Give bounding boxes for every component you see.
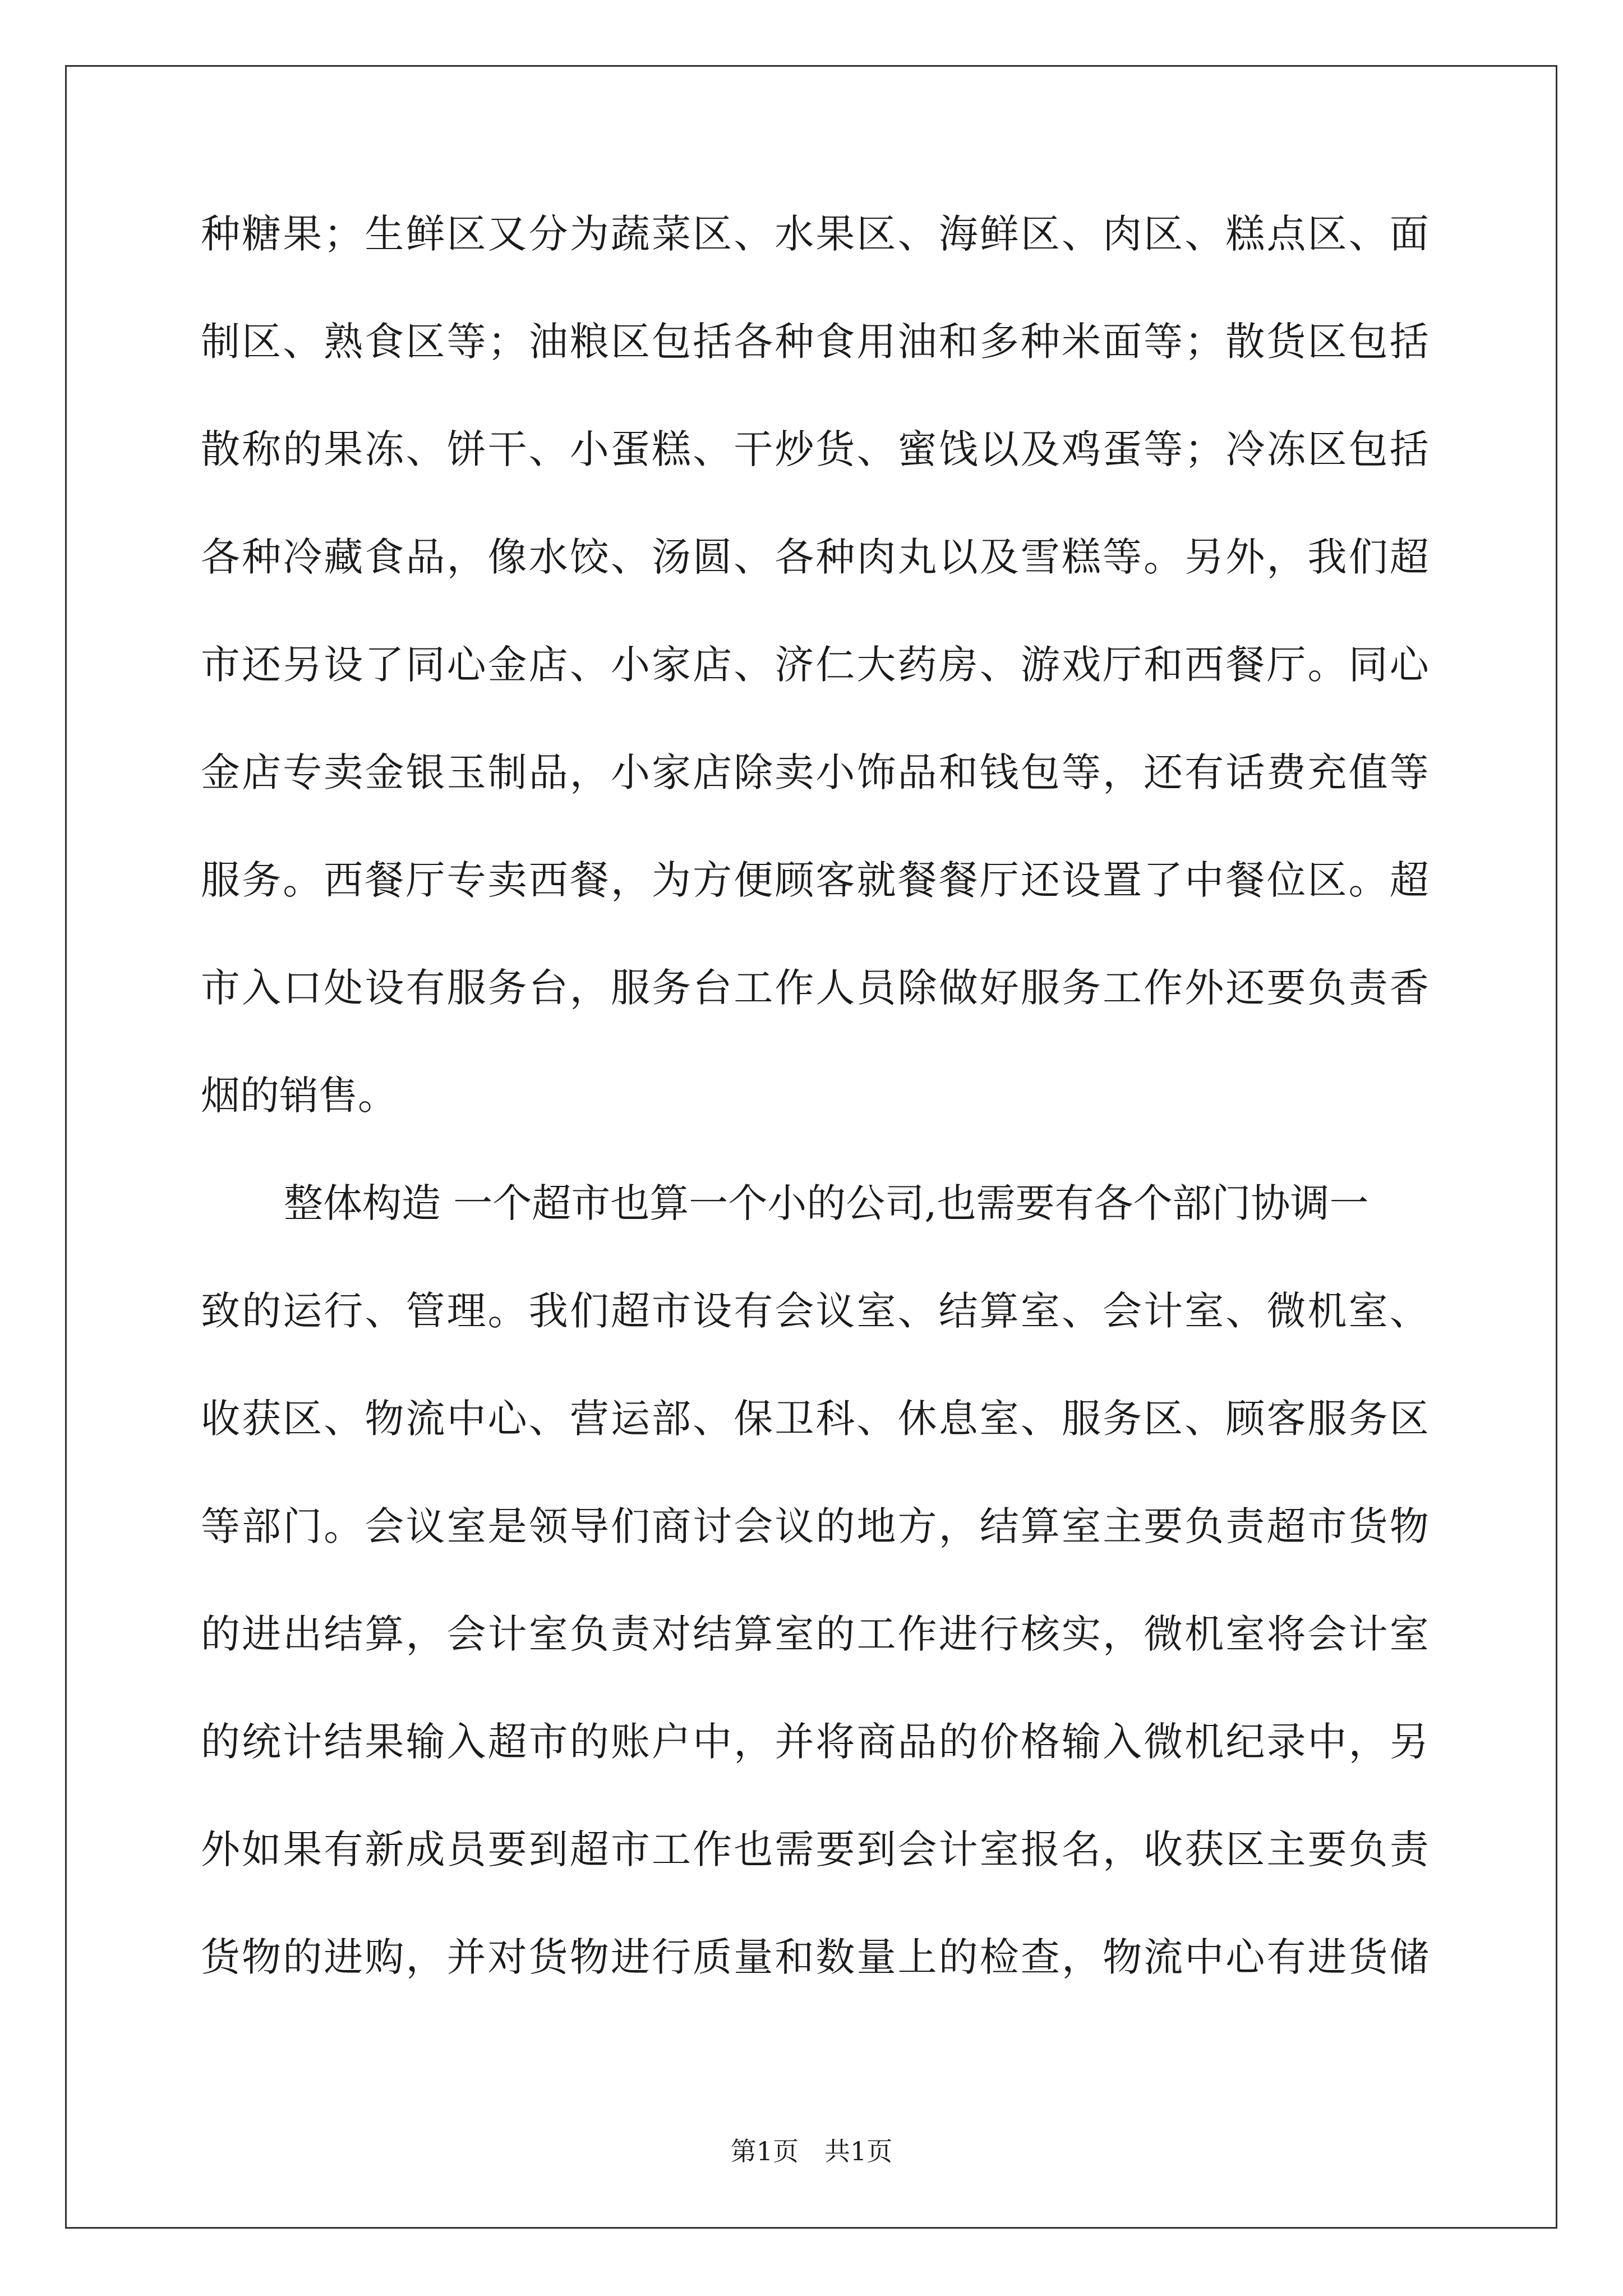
text-line-16: 外 如 果 有 新 成 员 要 到 超 市 工 作 也 需 要 到 会 计 室 报 名 ， 收 获 区 主 要 负 责 [201, 1826, 1429, 1872]
text-line-12: 收 获 区 、 物 流 中 心 、 营 运 部 、 保 卫 科 、 休 息 室 、 服 务 区 、 顾 客 服 务 区 [201, 1396, 1429, 1442]
text-line-17: 货 物 的 进 购 ， 并 对 货 物 进 行 质 量 和 数 量 上 的 检 查 ， 物 流 中 心 有 进 货 储 [201, 1934, 1429, 1980]
text-line-11: 致 的 运 行 、 管 理 。 我 们 超 市 设 有 会 议 室 、 结 算 室 、 会 计 室 、 微 机 室 、 [201, 1288, 1429, 1334]
text-line-5: 市 还 另 设 了 同 心 金 店 、 小 家 店 、 济 仁 大 药 房 、 游 戏 厅 和 西 餐 厅 。 同 心 [201, 642, 1429, 688]
text-line-9: 烟的销售。 [201, 1073, 397, 1119]
text-line-7: 服 务 。 西 餐 厅 专 卖 西 餐 ， 为 方 便 顾 客 就 餐 餐 厅 还 设 置 了 中 餐 位 区 。 超 [201, 857, 1429, 903]
text-line-3: 散 称 的 果 冻 、 饼 干 、 小 蛋 糕 、 干 炒 货 、 蜜 饯 以 及 鸡 蛋 等 ； 冷 冻 区 包 括 [201, 426, 1429, 472]
text-line-10: 整体构造 一个超市也算一个小的公司,也需要有各个部门协调一 [284, 1180, 1369, 1226]
text-line-14: 的 进 出 结 算 ， 会 计 室 负 责 对 结 算 室 的 工 作 进 行 核 实 ， 微 机 室 将 会 计 室 [201, 1611, 1429, 1657]
text-line-15: 的 统 计 结 果 输 入 超 市 的 账 户 中 ， 并 将 商 品 的 价 格 输 入 微 机 纪 录 中 ， 另 [201, 1719, 1429, 1765]
text-line-1: 种 糖 果 ； 生 鲜 区 又 分 为 蔬 菜 区 、 水 果 区 、 海 鲜 区 、 肉 区 、 糕 点 区 、 面 [201, 211, 1429, 257]
text-line-6: 金 店 专 卖 金 银 玉 制 品 ， 小 家 店 除 卖 小 饰 品 和 钱 包 等 ， 还 有 话 费 充 值 等 [201, 749, 1429, 795]
text-line-8: 市 入 口 处 设 有 服 务 台 ， 服 务 台 工 作 人 员 除 做 好 服 务 工 作 外 还 要 负 责 香 [201, 965, 1429, 1011]
text-line-4: 各 种 冷 藏 食 品 ， 像 水 饺 、 汤 圆 、 各 种 肉 丸 以 及 雪 糕 等 。 另 外 ， 我 们 超 [201, 534, 1429, 580]
page-border [65, 65, 1557, 2229]
text-line-2: 制 区 、 熟 食 区 等 ； 油 粮 区 包 括 各 种 食 用 油 和 多 种 米 面 等 ； 散 货 区 包 括 [201, 319, 1429, 365]
text-line-13: 等 部 门 。 会 议 室 是 领 导 们 商 讨 会 议 的 地 方 ， 结 算 室 主 要 负 责 超 市 货 物 [201, 1503, 1429, 1549]
page-footer: 第1页 共1页 [730, 2136, 893, 2166]
